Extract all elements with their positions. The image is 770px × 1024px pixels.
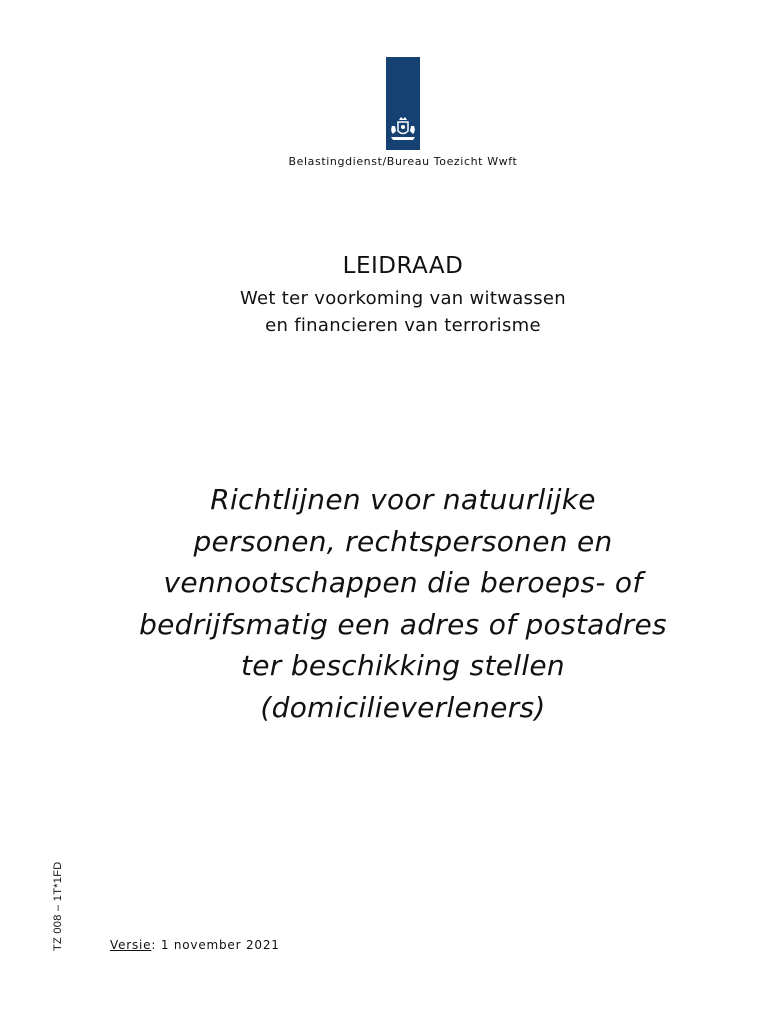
- subtitle-line: Wet ter voorkoming van witwassen: [240, 288, 566, 309]
- version-value: : 1 november 2021: [151, 938, 280, 952]
- coat-of-arms-icon: [389, 117, 417, 142]
- guideline-line: bedrijfsmatig een adres of postadres: [139, 607, 667, 641]
- guideline-line: Richtlijnen voor natuurlijke: [210, 483, 596, 516]
- document-subtitle: [0, 285, 770, 339]
- guideline-line: ter beschikking stellen: [241, 649, 565, 682]
- version-info: [110, 938, 280, 952]
- subtitle-line: en financieren van terrorisme: [265, 315, 541, 336]
- organization-name: Belastingdienst/Bureau Toezicht Wwft: [288, 155, 518, 168]
- guideline-line: vennootschappen die beroeps- of: [163, 566, 643, 599]
- version-label: Versie: [110, 938, 152, 952]
- guideline-line: personen, rechtspersonen en: [193, 524, 613, 558]
- document-title: LEIDRAAD: [342, 253, 464, 279]
- document-code: TZ 008 – 1T*1FD: [52, 861, 64, 951]
- guideline-line: (domicilieverleners): [260, 690, 546, 724]
- logo: [386, 57, 420, 150]
- guideline-title: [0, 479, 770, 728]
